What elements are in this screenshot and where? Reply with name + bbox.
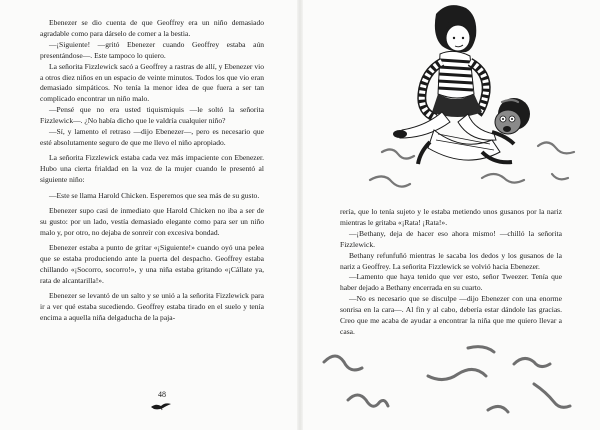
paragraph: Ebenezer supo casi de inmediato que Harold Chicken no iba a ser de su gusto: por un lado, vestía demasiado elegante como para ser un niño malo y, por otro, no dejaba de sonreír con excesiva bondad. [40, 206, 264, 237]
paragraph: Bethany refunfuñó mientras le sacaba los dedos y los gusanos de la nariz a Geoffrey. La señorita Fizzlewick se volvió hacia Ebenezer. [340, 250, 562, 271]
worm-shape [324, 356, 362, 370]
paragraph: —Lamento que haya tenido que ver esto, señor Tweezer. Tenía que haber dejado a Bethany encerrada en su cuarto. [340, 272, 562, 293]
paragraph: —Sí, y lamento el retraso —dijo Ebenezer—, pero es necesario que esté absolutamente seguro de que me llevo el niño apropiado. [40, 127, 264, 147]
right-page [300, 0, 600, 430]
paragraph: La señorita Fizzlewick sacó a Geoffrey a rastras de allí, y Ebenezer vio a otros diez niños en un espacio de veinte minutos. Todos los que vio eran demasiado simpáticos. No tenía la menor idea de que fuera a ser tan complicado encontrar un niño malo. [40, 61, 264, 104]
paragraph: Ebenezer se dio cuenta de que Geoffrey era un niño demasiado agradable como para dárselo de comer a la bestia. [40, 18, 264, 38]
paragraph: La señorita Fizzlewick estaba cada vez más impaciente con Ebenezer. Hubo una cierta frialdad en la voz de la mujer cuando le presentó al siguiente niño: [40, 153, 264, 185]
paragraph: rería, que lo tenía sujeto y le estaba metiendo unos gusanos por la nariz mientras le gritaba «¡Rata! ¡Rata!». [340, 207, 562, 227]
paragraph: —¡Siguiente! —gritó Ebenezer cuando Geoffrey estaba aún presentándose—. Este tampoco lo quiero. [40, 39, 264, 60]
bethany-geoffrey-illustration [362, 2, 582, 202]
left-page-text [40, 18, 264, 324]
worms-illustration [318, 340, 578, 426]
paragraph: —Pensé que no era usted tiquismiquis —le soltó la señorita Fizzlewick—. ¿No había dicho que le valdría cualquier niño? [40, 105, 264, 126]
paragraph: —¡Bethany, deja de hacer eso ahora mismo! —chilló la señorita Fizzlewick. [340, 228, 562, 249]
paragraph: Ebenezer se levantó de un salto y se unió a la señorita Fizzlewick para ir a ver qué estaba sucediendo. Geoffrey estaba tirado en el suelo y tenía encima a aquella niña delgaducha de la paja- [40, 291, 264, 323]
paragraph: —No es necesario que se disculpe —dijo Ebenezer con una enorme sonrisa en la cara—. Al fin y al cabo, debería estar dándole las gracias. Creo que me acaba de ayudar a encontrar la niña que me quiero llevar a casa. [340, 294, 562, 336]
bird-ornament-icon [150, 401, 172, 411]
paragraph: —Este se llama Harold Chicken. Esperemos que sea más de su gusto. [49, 190, 260, 200]
right-page-text [340, 207, 562, 338]
paragraph: Ebenezer estaba a punto de gritar «¡Siguiente!» cuando oyó una pelea que se estaba produciendo ante la puerta del despacho. Geoffrey estaba chillando «¡Socorro, socorro!», y una niña estaba gritando «¡Cállate ya, rata de alcantarilla!». [40, 243, 264, 285]
page-number: 48 [158, 390, 166, 399]
